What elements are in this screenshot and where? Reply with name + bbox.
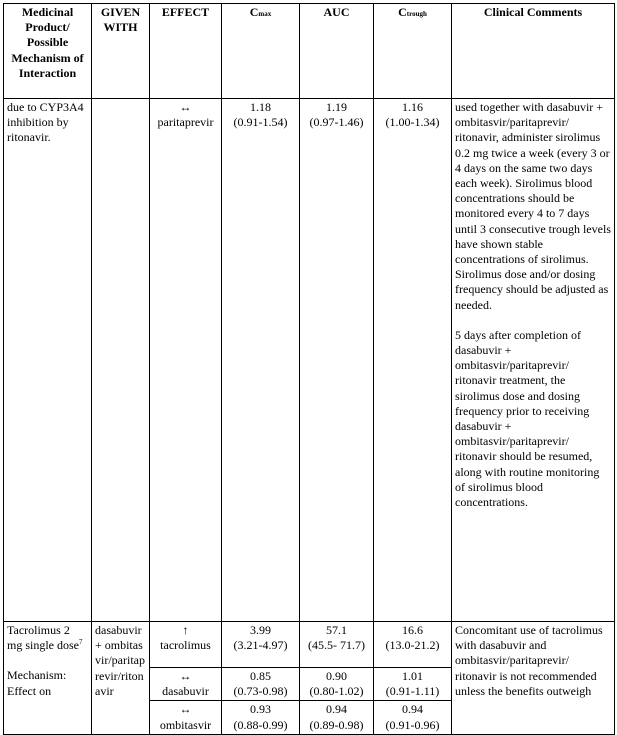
dasabuvir-effect [150,668,222,701]
effect-drug: paritaprevir [157,115,214,130]
dasabuvir-auc [300,668,374,701]
ctrough-value: 1.16 [402,100,423,114]
ctrough-ci: (0.91-0.96) [385,717,440,732]
ombitasvir-ctrough [374,701,452,734]
header-effect: EFFECT [150,4,222,99]
header-ctrough [374,4,452,99]
header-auc: AUC [300,4,374,99]
ctrough-subscript: trough [406,10,427,18]
auc-ci: (0.89-0.98) [309,717,364,732]
effect-drug: dasabuvir [162,684,209,699]
ctrough-value: 0.94 [402,702,423,717]
effect-drug: ombitasvir [159,717,212,732]
no-change-arrow-icon: ↔ [179,100,192,114]
sirolimus-mechanism: due to CYP3A4 inhibition by ritonavir. [4,99,92,622]
dasabuvir-cmax [222,668,300,701]
header-given-with: GIVEN WITH [92,4,150,99]
cmax-ci: (0.88-0.99) [233,717,288,732]
effect-drug: tacrolimus [160,638,211,653]
increase-arrow-icon: ↑ [182,623,189,637]
tacrolimus-row-1 [4,622,615,668]
sirolimus-given-with [92,99,150,622]
cmax-ci: (0.91-1.54) [233,115,288,130]
auc-ci: (45.5- 71.7) [308,638,365,653]
ombitasvir-cmax [222,701,300,734]
tacrolimus-mechanism: Mechanism: Effect on [7,668,67,698]
tacrolimus-product [4,622,92,735]
no-change-arrow-icon: ↔ [179,669,192,683]
interaction-table [3,3,615,735]
auc-ci: (0.80-1.02) [309,684,364,699]
no-change-arrow-icon: ↔ [179,702,192,717]
sirolimus-effect [150,99,222,622]
ctrough-label: C [398,5,407,19]
header-clinical-comments: Clinical Comments [452,4,615,99]
sirolimus-ctrough [374,99,452,622]
tacrolimus-auc [300,622,374,668]
ctrough-ci: (13.0-21.2) [385,638,440,653]
sirolimus-clinical-comment [452,99,615,622]
dasabuvir-ctrough [374,668,452,701]
cmax-value: 3.99 [250,623,271,637]
cmax-ci: (0.73-0.98) [233,684,288,699]
tacrolimus-effect [150,622,222,668]
footnote-ref: 7 [79,638,83,647]
sirolimus-auc [300,99,374,622]
tacrolimus-clinical-comment: Concomitant use of tacrolimus with dasabuvir and ombitasvir/paritaprevir/ ritonavir is not recommended unless the benefits outweigh [452,622,615,735]
cmax-subscript: max [258,10,272,18]
auc-ci: (0.97-1.46) [309,115,364,130]
sirolimus-cmax [222,99,300,622]
cmax-ci: (3.21-4.97) [233,638,288,653]
sirolimus-row [4,99,615,622]
auc-value: 0.90 [326,669,347,683]
tacrolimus-cmax [222,622,300,668]
header-cmax [222,4,300,99]
ctrough-ci: (1.00-1.34) [385,115,440,130]
cmax-value: 1.18 [250,100,271,114]
cmax-value: 0.85 [250,669,271,683]
header-medicinal-product: Medicinal Product/ Possible Mechanism of Interaction [4,4,92,99]
ctrough-value: 16.6 [402,623,423,637]
tacrolimus-given-with: dasabuvir + ombitasvir/paritaprevir/ritonavir [92,622,150,735]
auc-value: 0.94 [326,702,347,717]
auc-value: 1.19 [326,100,347,114]
auc-value: 57.1 [326,623,347,637]
cmax-value: 0.93 [250,702,271,717]
comment-paragraph: 5 days after completion of dasabuvir + ombitasvir/paritaprevir/ ritonavir treatment, the sirolimus dose and dosing frequency prior to receiving dasabuvir + ombitasvir/paritaprevir/ ritonavir should be resumed, along with routine monitoring of sirolimus blood concentrations. [455,327,600,510]
ctrough-ci: (0.91-1.11) [385,684,440,699]
ombitasvir-auc [300,701,374,734]
header-row [4,4,615,99]
tacrolimus-ctrough [374,622,452,668]
cmax-label: C [249,5,259,19]
comment-paragraph: used together with dasabuvir + ombitasvir/paritaprevir/ ritonavir, administer sirolimus 0.2 mg twice a week (every 3 or 4 days on the same two days each week). Sirolimus blood concentrations should be monitored every 4 to 7 days until 3 consecutive trough levels have shown stable concentrations of sirolimus. Sirolimus dose and/or dosing frequency should be adjusted as needed. [455,100,611,312]
tacrolimus-product-name: Tacrolimus 2 mg single dose$^7$ [7,623,83,653]
ctrough-value: 1.01 [402,669,423,683]
ombitasvir-effect [150,701,222,734]
